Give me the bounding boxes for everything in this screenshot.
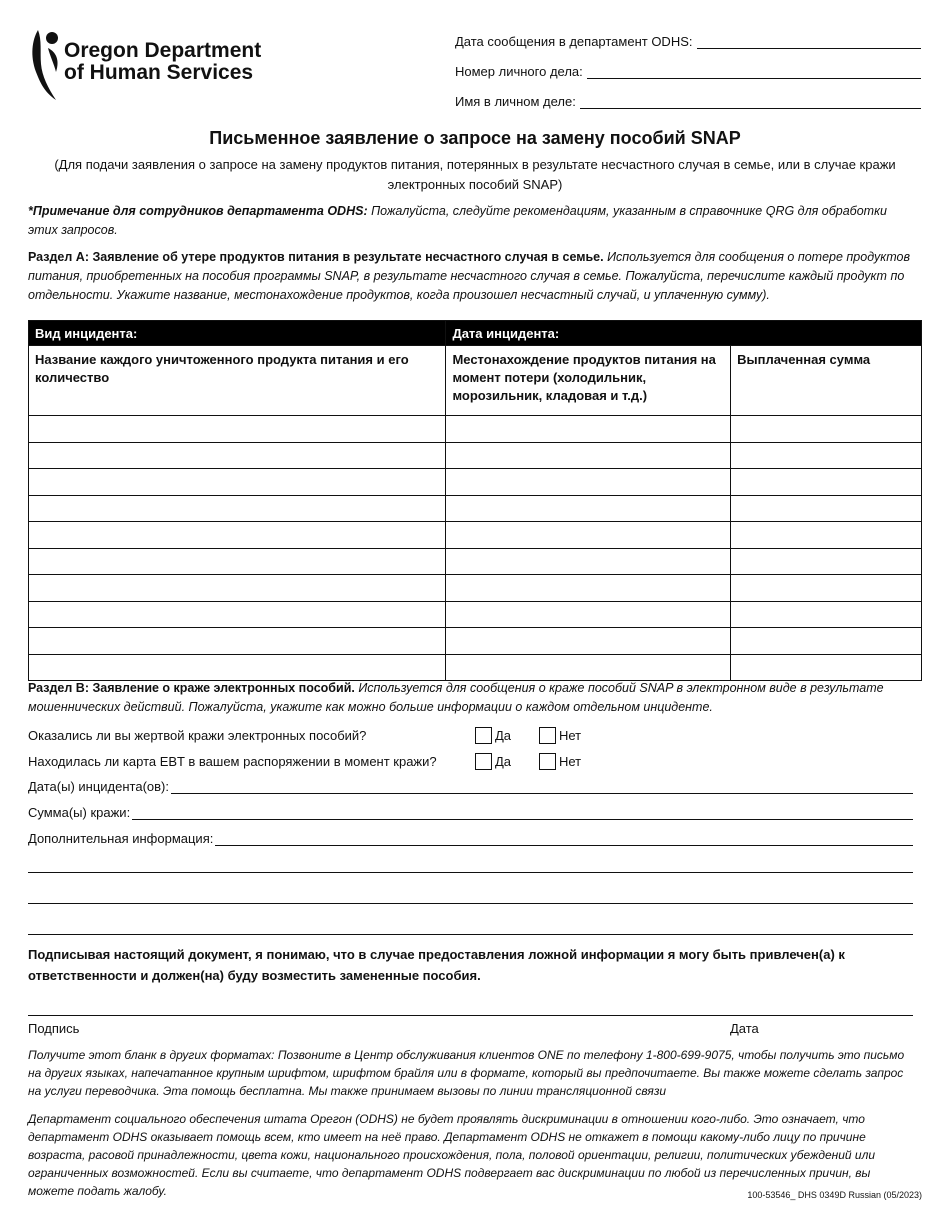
- checkbox-yes[interactable]: [475, 727, 492, 744]
- table-row: [29, 442, 922, 469]
- table-row: [29, 522, 922, 549]
- food-cell[interactable]: [29, 442, 446, 469]
- odhs-logo: [26, 26, 296, 102]
- food-cell[interactable]: [29, 495, 446, 522]
- report-date-label: Дата сообщения в департамент ODHS:: [455, 34, 693, 49]
- food-loss-table: [28, 320, 922, 681]
- case-number-field[interactable]: [455, 64, 921, 79]
- extra-info-line-3[interactable]: [28, 903, 913, 904]
- checkbox-no[interactable]: [539, 753, 556, 770]
- section-b-intro: [28, 679, 918, 717]
- no-label: Нет: [559, 728, 582, 743]
- col-amount: Выплаченная сумма: [731, 346, 922, 416]
- theft-amount-line[interactable]: [132, 807, 913, 820]
- no-label: Нет: [559, 754, 582, 769]
- case-number-label: Номер личного дела:: [455, 64, 583, 79]
- theft-amount-field[interactable]: [28, 805, 913, 820]
- food-cell[interactable]: [29, 416, 446, 443]
- case-name-line[interactable]: [580, 95, 921, 109]
- yes-label: Да: [495, 754, 512, 769]
- amount-cell[interactable]: [731, 628, 922, 655]
- col-location: Местонахождение продуктов питания на момент потери (холодильник, морозильник, кладовая и т.д.): [446, 346, 731, 416]
- date-label: Дата: [730, 1021, 759, 1036]
- form-code: 100-53546_ DHS 0349D Russian (05/2023): [747, 1190, 922, 1200]
- logo-line-2: of Human Services: [64, 61, 254, 84]
- location-cell[interactable]: [446, 522, 731, 549]
- extra-info-label: Дополнительная информация:: [28, 831, 214, 846]
- food-cell[interactable]: [29, 575, 446, 602]
- food-cell[interactable]: [29, 548, 446, 575]
- amount-cell[interactable]: [731, 416, 922, 443]
- table-row: [29, 601, 922, 628]
- question-ebt-card: Находилась ли карта EBT в вашем распоряжении в момент кражи?: [28, 754, 437, 769]
- signature-label: Подпись: [28, 1021, 80, 1036]
- table-row: [29, 548, 922, 575]
- section-a-text: Используется для сообщения о потере продуктов питания, приобретенных на пособия программы SNAP, в результате несчастного случая в семье. Пожалуйста, перечислите каждый продукт по отдельности. Укажите название, местонахождение продуктов, когда произошел несчастный случай, и уплаченную сумму).: [28, 250, 911, 302]
- amount-cell[interactable]: [731, 601, 922, 628]
- section-b-heading: Раздел B: Заявление о краже электронных пособий.: [28, 681, 355, 695]
- table-row: [29, 628, 922, 655]
- ebt-card-yes[interactable]: [475, 753, 511, 770]
- report-date-field[interactable]: [455, 34, 921, 49]
- nondiscrimination-notice: Департамент социального обеспечения штата Орегон (ODHS) не будет проявлять дискриминации в отношении кого-либо. Это означает, что департамент ODHS оказывает помощь всем, кто имеет на неё право. Департамент ODHS не откажет в помощи какому-либо лицу по причине возраста, расовой принадлежности, цвета кожи, национального происхождения, пола, половой ориентации, религии, политических убеждений или ограниченных возможностей. Если вы считаете, что департамент ODHS подвергает вас дискриминации по любой из перечисленных причин, вы можете подать жалобу.: [28, 1112, 876, 1198]
- theft-amount-label: Сумма(ы) кражи:: [28, 805, 131, 820]
- extra-info-line-4[interactable]: [28, 934, 913, 935]
- location-cell[interactable]: [446, 442, 731, 469]
- signature-line[interactable]: [28, 1015, 913, 1016]
- checkbox-yes[interactable]: [475, 753, 492, 770]
- incident-dates-line[interactable]: [171, 781, 913, 794]
- amount-cell[interactable]: [731, 575, 922, 602]
- table-row: [29, 469, 922, 496]
- theft-victim-yes[interactable]: [475, 727, 511, 744]
- alt-formats-notice: Получите этот бланк в других форматах: Позвоните в Центр обслуживания клиентов ONE по телефону 1-800-699-9075, чтобы получить это письмо на других языках, напечатанное крупным шрифтом, шрифтом брайля или в формате, который вы предпочитаете. Вы также можете сделать запрос на услуги переводчика. Эта помощь бесплатна. Мы также принимаем вызовы по линии трансляционной связи: [28, 1048, 905, 1098]
- declaration-text: Подписывая настоящий документ, я понимаю, что в случае предоставления ложной информации я могу быть привлечен(а) к ответственности и должен(на) буду возместить замененные пособия.: [28, 947, 845, 983]
- amount-cell[interactable]: [731, 469, 922, 496]
- staff-note-bold: *Примечание для сотрудников департамента ODHS:: [28, 204, 368, 218]
- incident-date-header: Дата инцидента:: [446, 321, 922, 346]
- amount-cell[interactable]: [731, 654, 922, 681]
- extra-info-line[interactable]: [215, 833, 913, 846]
- ebt-card-no[interactable]: [539, 753, 581, 770]
- extra-info-field[interactable]: [28, 831, 913, 846]
- incident-dates-field[interactable]: [28, 779, 913, 794]
- page-title: Письменное заявление о запросе на замену пособий SNAP: [209, 128, 741, 148]
- checkbox-no[interactable]: [539, 727, 556, 744]
- table-row: [29, 495, 922, 522]
- food-cell[interactable]: [29, 654, 446, 681]
- incident-type-header: Вид инцидента:: [29, 321, 446, 346]
- food-cell[interactable]: [29, 522, 446, 549]
- location-cell[interactable]: [446, 601, 731, 628]
- amount-cell[interactable]: [731, 522, 922, 549]
- logo-line-1: Oregon Department: [64, 39, 262, 62]
- yes-label: Да: [495, 728, 512, 743]
- food-cell[interactable]: [29, 469, 446, 496]
- report-date-line[interactable]: [697, 35, 922, 49]
- col-food-name: Название каждого уничтоженного продукта питания и его количество: [29, 346, 446, 416]
- amount-cell[interactable]: [731, 548, 922, 575]
- incident-dates-label: Дата(ы) инцидента(ов):: [28, 779, 169, 794]
- location-cell[interactable]: [446, 575, 731, 602]
- question-theft-victim: Оказались ли вы жертвой кражи электронных пособий?: [28, 728, 367, 743]
- case-name-field[interactable]: [455, 94, 921, 109]
- food-cell[interactable]: [29, 628, 446, 655]
- table-row: [29, 654, 922, 681]
- staff-note: [28, 202, 918, 240]
- extra-info-line-2[interactable]: [28, 872, 913, 873]
- section-a-heading: Раздел A: Заявление об утере продуктов питания в результате несчастного случая в семье.: [28, 250, 604, 264]
- table-row: [29, 575, 922, 602]
- section-a-intro: [28, 248, 918, 305]
- location-cell[interactable]: [446, 654, 731, 681]
- subtitle-line-1: (Для подачи заявления о запросе на замену продуктов питания, потерянных в результате несчастного случая в семье, или в случае кражи: [54, 157, 896, 172]
- section-b-text: Используется для сообщения о краже пособий SNAP в электронном виде в результате мошеннических действий. Пожалуйста, укажите как можно больше информации о каждом отдельном инциденте.: [28, 681, 884, 714]
- table-row: [29, 416, 922, 443]
- case-number-line[interactable]: [587, 65, 921, 79]
- staff-note-text: Пожалуйста, следуйте рекомендациям, указанным в справочнике QRG для обработки этих запросов.: [28, 204, 887, 237]
- location-cell[interactable]: [446, 628, 731, 655]
- location-cell[interactable]: [446, 495, 731, 522]
- location-cell[interactable]: [446, 469, 731, 496]
- amount-cell[interactable]: [731, 495, 922, 522]
- amount-cell[interactable]: [731, 442, 922, 469]
- subtitle-line-2: электронных пособий SNAP): [387, 177, 563, 192]
- food-cell[interactable]: [29, 601, 446, 628]
- location-cell[interactable]: [446, 548, 731, 575]
- theft-victim-no[interactable]: [539, 727, 581, 744]
- person-figure-icon: [26, 26, 66, 102]
- case-name-label: Имя в личном деле:: [455, 94, 576, 109]
- location-cell[interactable]: [446, 416, 731, 443]
